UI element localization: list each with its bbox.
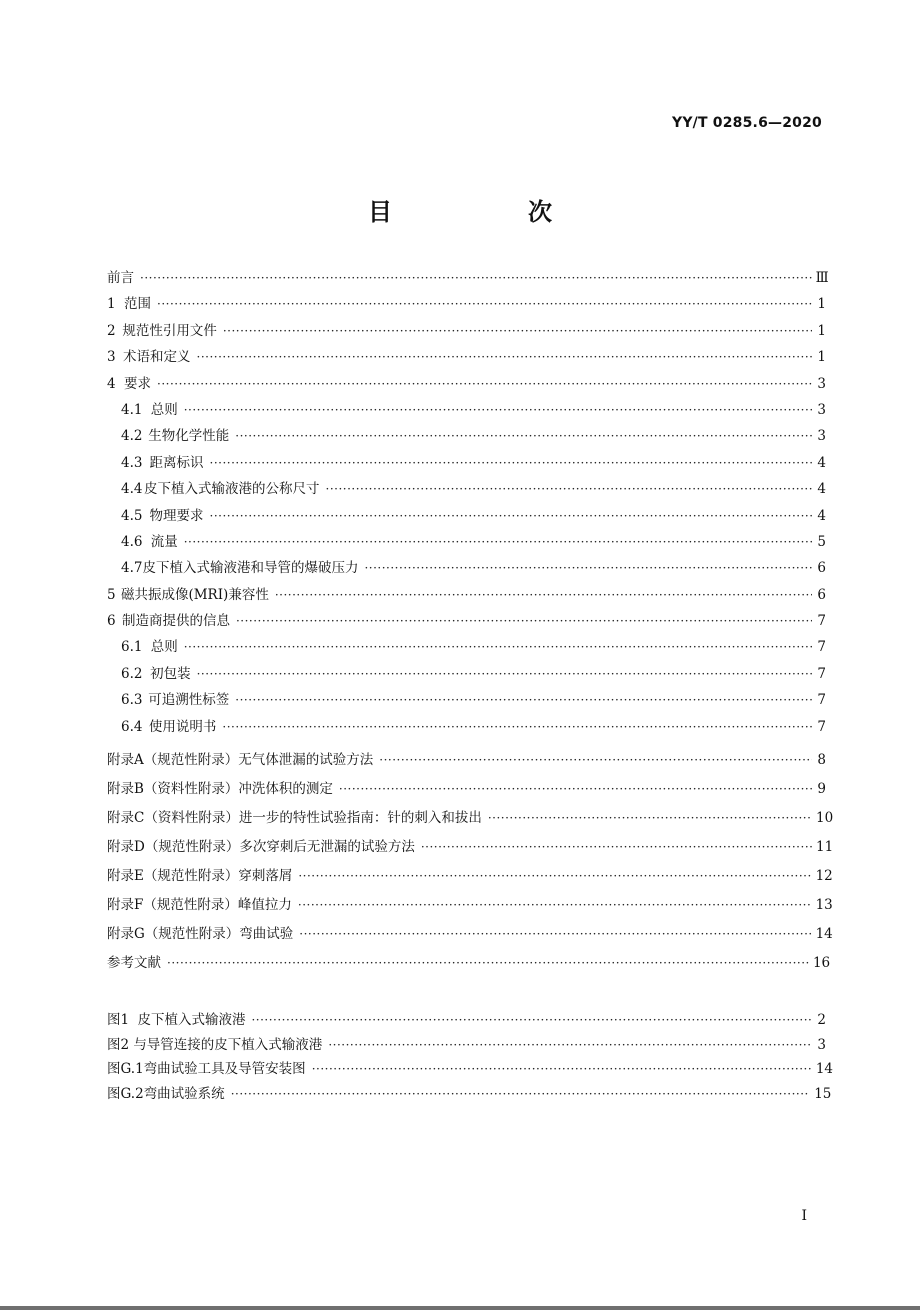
toc-entry[interactable] (107, 534, 826, 560)
entry-label: 使用说明书 (148, 718, 217, 735)
entry-label: 要求 (124, 375, 152, 392)
page-title: 目 次 (368, 198, 608, 226)
entry-label: 皮下植入式输液港的公称尺寸 (144, 481, 320, 498)
entry-page-number: 7 (817, 718, 826, 735)
annex-entry[interactable] (107, 897, 833, 926)
entry-page-number: 14 (815, 1061, 834, 1077)
dot-leader (140, 270, 812, 286)
figure-entry[interactable] (107, 1085, 832, 1111)
entry-page-number: 3 (817, 1036, 826, 1053)
figure-entry[interactable] (107, 1037, 826, 1062)
dot-leader (326, 481, 812, 497)
entry-number: 4.4 (121, 481, 143, 498)
annex-entry[interactable] (107, 868, 833, 897)
dot-leader (379, 752, 812, 768)
entry-number: 4.1 (121, 401, 143, 418)
entry-number: 4 (107, 375, 116, 392)
entry-label: 距离标识 (149, 454, 204, 471)
dot-leader (231, 1086, 811, 1102)
entry-page-number: 4 (817, 481, 826, 498)
dot-leader (157, 296, 812, 312)
figure-entry[interactable] (107, 1012, 826, 1037)
toc-entry[interactable] (107, 349, 826, 375)
entry-number: 5 (107, 586, 116, 603)
entry-number: 附录A（规范性附录） (107, 752, 239, 768)
dot-leader (275, 587, 812, 603)
annex-entry[interactable] (107, 810, 834, 839)
annex-entry[interactable] (107, 955, 831, 984)
entry-page-number: 7 (817, 665, 826, 682)
entry-page-number: 15 (814, 1085, 832, 1102)
dot-leader (184, 402, 812, 418)
entry-label: 制造商提供的信息 (121, 613, 230, 630)
dot-leader (312, 1061, 812, 1077)
dot-leader (235, 428, 812, 444)
annex-entry[interactable] (107, 839, 834, 868)
entry-number: 4.3 (121, 454, 143, 471)
dot-leader (222, 719, 812, 735)
toc-entry[interactable] (107, 666, 826, 692)
dot-leader (328, 1037, 812, 1053)
dot-leader (157, 376, 812, 392)
toc-entry[interactable] (107, 613, 826, 639)
entry-label: 总则 (150, 401, 178, 418)
dot-leader (236, 613, 812, 629)
dot-leader (251, 1012, 812, 1028)
entry-number: 4.6 (121, 533, 143, 550)
entry-page-number: 7 (817, 613, 826, 630)
dot-leader (364, 560, 812, 576)
entry-page-number: Ⅲ (815, 270, 829, 286)
entry-number: 附录E（规范性附录） (107, 868, 239, 884)
dot-leader (167, 955, 809, 971)
toc-entry[interactable] (107, 296, 826, 322)
entry-page-number: 11 (816, 839, 834, 855)
dot-leader (184, 639, 812, 655)
toc-entry[interactable] (107, 587, 826, 613)
entry-label: 弯曲试验 (239, 926, 294, 942)
entry-page-number: 3 (817, 428, 826, 445)
entry-label: 进一步的特性试验指南：针的刺入和拔出 (238, 810, 482, 826)
entry-number: 图2 (107, 1036, 130, 1053)
entry-page-number: 12 (815, 868, 833, 884)
entry-page-number: 8 (817, 752, 826, 768)
toc-entry[interactable] (107, 481, 826, 507)
entry-page-number: 4 (817, 507, 826, 524)
dot-leader (197, 349, 812, 365)
entry-label: 范围 (124, 296, 152, 313)
toc-entry[interactable] (107, 376, 826, 402)
entry-number: 6.4 (121, 718, 143, 735)
entry-page-number: 14 (815, 926, 833, 942)
entry-label: 总则 (150, 639, 178, 656)
entry-label: 参考文献 (107, 955, 161, 971)
dot-leader (210, 455, 813, 471)
entry-number: 2 (107, 322, 116, 339)
toc-entry[interactable] (107, 719, 826, 745)
dot-leader (298, 897, 812, 913)
toc-main-list (107, 270, 829, 745)
toc-entry[interactable] (107, 639, 826, 665)
entry-page-number: 10 (816, 810, 834, 826)
entry-page-number: 1 (817, 349, 826, 366)
annex-entry[interactable] (107, 781, 826, 810)
entry-page-number: 13 (815, 897, 833, 913)
dot-leader (223, 323, 812, 339)
entry-number: 4.7 (121, 560, 143, 577)
dot-leader (184, 534, 812, 550)
entry-label: 前言 (107, 270, 134, 286)
entry-label: 可追溯性标签 (148, 692, 230, 709)
dot-leader (421, 839, 812, 855)
entry-number: 附录C（资料性附录） (107, 810, 239, 826)
entry-page-number: 1 (817, 322, 826, 339)
entry-number: 3 (107, 349, 116, 366)
entry-label: 弯曲试验系统 (143, 1085, 225, 1102)
entry-page-number: 5 (817, 533, 826, 550)
figure-entry[interactable] (107, 1061, 834, 1086)
entry-number: 附录B（资料性附录） (107, 781, 239, 797)
entry-number: 6 (107, 613, 116, 630)
entry-label: 生物化学性能 (148, 428, 230, 445)
entry-label: 皮下植入式输液港 (137, 1012, 246, 1028)
entry-number: 附录G（规范性附录） (107, 926, 240, 942)
entry-page-number: 7 (817, 639, 826, 656)
toc-entry[interactable] (107, 323, 826, 349)
dot-leader (339, 781, 812, 797)
annex-entry[interactable] (107, 752, 826, 781)
entry-number: 6.1 (121, 639, 143, 656)
entry-page-number: 16 (812, 955, 831, 971)
entry-number: 附录D（规范性附录） (107, 839, 240, 855)
entry-number: 图G.1 (107, 1061, 144, 1077)
toc-entry[interactable] (107, 270, 829, 296)
bottom-rule (0, 1306, 920, 1310)
toc-entry[interactable] (107, 455, 826, 481)
entry-label: 规范性引用文件 (122, 322, 217, 339)
entry-page-number: 6 (817, 586, 826, 603)
entry-label: 峰值拉力 (237, 897, 292, 913)
entry-page-number: 9 (817, 781, 826, 797)
entry-label: 初包装 (150, 665, 191, 682)
entry-label: 穿刺落屑 (238, 868, 293, 884)
toc-entry[interactable] (107, 692, 826, 718)
entry-page-number: 3 (817, 375, 826, 392)
entry-page-number: 4 (817, 454, 826, 471)
dot-leader (299, 926, 811, 942)
standard-code: YY/T 0285.6—2020 (671, 115, 822, 131)
dot-leader (197, 666, 812, 682)
entry-page-number: 6 (817, 560, 826, 577)
entry-number: 1 (107, 296, 116, 313)
entry-number: 4.2 (121, 428, 143, 445)
entry-label: 多次穿刺后无泄漏的试验方法 (239, 839, 415, 855)
entry-number: 6.3 (121, 692, 143, 709)
entry-page-number: 3 (817, 401, 826, 418)
entry-label: 冲洗体积的测定 (238, 781, 333, 797)
entry-number: 图G.2 (107, 1085, 144, 1102)
page-folio: I (801, 1208, 807, 1224)
entry-page-number: 2 (817, 1012, 826, 1028)
toc-entry[interactable] (107, 508, 826, 534)
dot-leader (488, 810, 812, 826)
entry-number: 4.5 (121, 507, 143, 524)
entry-page-number: 1 (817, 296, 826, 313)
entry-label: 物理要求 (149, 507, 204, 524)
entry-label: 流量 (150, 533, 178, 550)
toc-entry[interactable] (107, 560, 826, 586)
toc-entry[interactable] (107, 428, 826, 454)
toc-entry[interactable] (107, 402, 826, 428)
entry-number: 6.2 (121, 665, 143, 682)
annex-entry[interactable] (107, 926, 833, 955)
entry-label: 磁共振成像(MRI)兼容性 (120, 586, 269, 603)
entry-number: 图1 (107, 1012, 130, 1028)
dot-leader (235, 692, 812, 708)
entry-label: 术语和定义 (123, 349, 191, 366)
entry-label: 无气体泄漏的试验方法 (238, 752, 374, 768)
entry-page-number: 7 (817, 692, 826, 709)
entry-label: 皮下植入式输液港和导管的爆破压力 (142, 560, 359, 577)
entry-label: 弯曲试验工具及导管安装图 (143, 1061, 306, 1077)
toc-figure-list (107, 1012, 834, 1110)
entry-label: 与导管连接的皮下植入式输液港 (133, 1036, 323, 1053)
dot-leader (210, 508, 813, 524)
toc-annex-list (107, 752, 834, 984)
entry-number: 附录F（规范性附录） (107, 897, 238, 913)
dot-leader (298, 868, 811, 884)
